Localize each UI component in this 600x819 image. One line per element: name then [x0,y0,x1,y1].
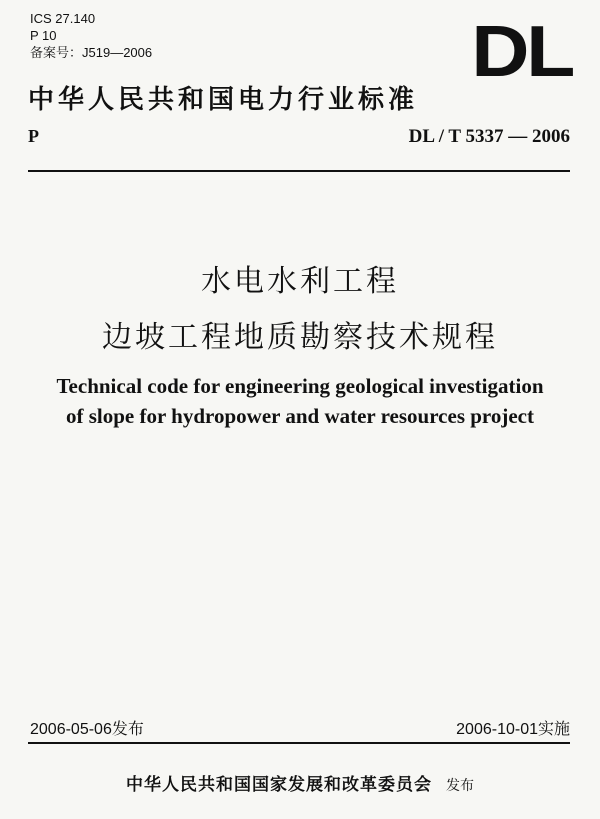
english-title-line-2: of slope for hydropower and water resources project [66,404,534,428]
category-letter: P [28,126,39,146]
chinese-title-line-1: 水电水利工程 [201,264,399,299]
ics-code: ICS 27.140 [30,11,96,26]
date-row [30,716,570,740]
standard-number: DL / T 5337 — 2006 [408,126,570,147]
category-row [28,126,570,152]
chinese-title-line-2: 边坡工程地质勘察技术规程 [102,320,498,355]
effective-date: 2006-10-01实施 [456,721,570,738]
footer-divider [28,742,570,744]
industry-standard-title: 中华人民共和国电力行业标准 [28,85,419,115]
issue-date: 2006-05-06发布 [30,721,144,738]
classification-block [30,10,152,61]
english-title-line-1: Technical code for engineering geological investigation [56,374,544,398]
record-number: 备案号：J519—2006 [30,45,153,60]
issuer-name: 中华人民共和国国家发展和改革委员会 [126,775,432,795]
issuer-row [0,770,600,795]
dl-logo: DL [471,12,572,92]
header-divider [28,170,570,172]
issuer-suffix: 发布 [446,778,474,794]
p-code: P 10 [30,28,57,43]
